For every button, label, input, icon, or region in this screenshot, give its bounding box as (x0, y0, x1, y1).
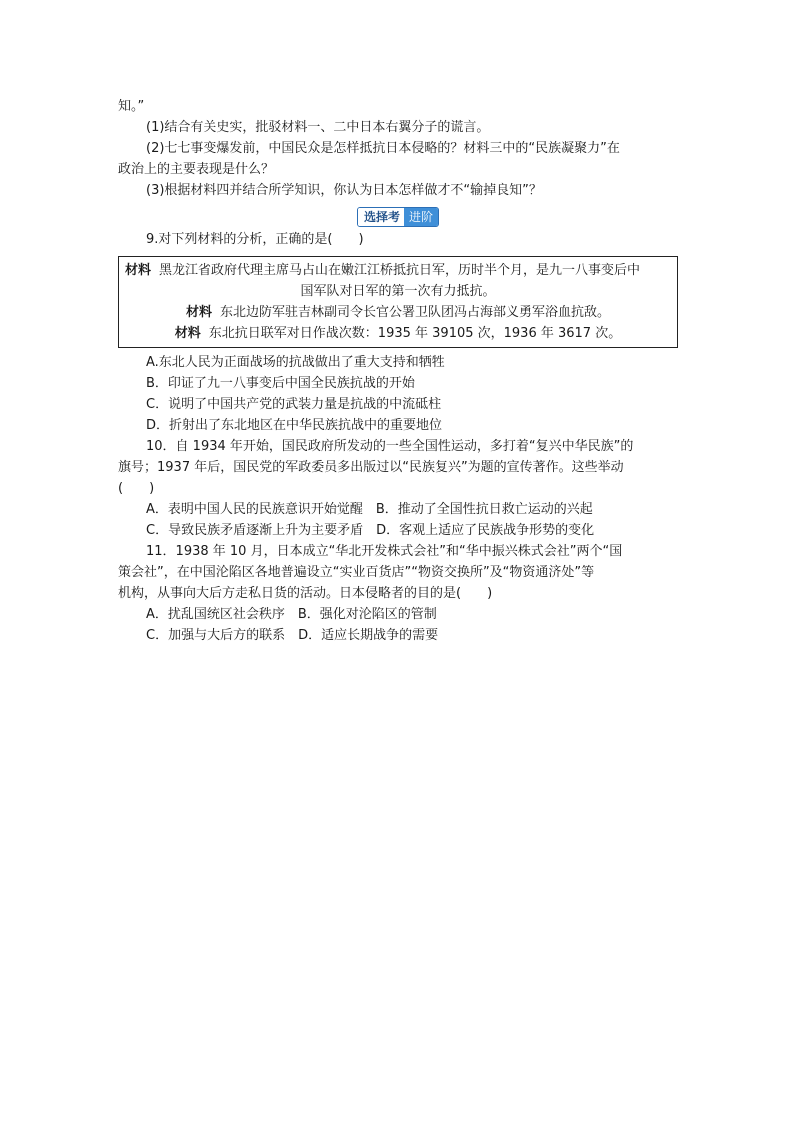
text-line: 知。” (118, 99, 145, 114)
badge-label-left: 选择考 (358, 208, 404, 226)
material-1-line2: 国军队对日军的第一次有力抵抗。 (300, 284, 496, 299)
question-9-option-c: C．说明了中国共产党的武装力量是抗战的中流砥柱 (146, 397, 442, 412)
question-11-stem-line1: 11．1938 年 10 月，日本成立“华北开发株式会社”和“华中振兴株式会社”两个“国 (146, 544, 623, 559)
question-9-stem: 9.对下列材料的分析，正确的是( ) (146, 232, 364, 247)
material-tag: 材料 (125, 263, 152, 278)
material-1-line1 (125, 260, 671, 281)
question-11-stem-line3: 机构，从事向大后方走私日货的活动。日本侵略者的目的是( ) (118, 586, 493, 601)
section-badge (357, 207, 439, 227)
material-2 (125, 302, 671, 323)
material-box (118, 256, 678, 348)
question-10-options-ab: A．表明中国人民的民族意识开始觉醒 B．推动了全国性抗日救亡运动的兴起 (146, 502, 593, 517)
question-2-line1: (2)七七事变爆发前，中国民众是怎样抵抗日本侵略的？材料三中的“民族凝聚力”在 (146, 141, 620, 156)
question-10-stem-line2: 旗号；1937 年后，国民党的军政委员多出版过以“民族复兴”为题的宣传著作。这些举动 (118, 460, 624, 475)
material-tag: 材料 (174, 326, 201, 341)
material-3 (125, 323, 671, 344)
question-10-options-cd: C．导致民族矛盾逐渐上升为主要矛盾 D．客观上适应了民族战争形势的变化 (146, 523, 595, 538)
question-1: (1)结合有关史实，批驳材料一、二中日本右翼分子的谎言。 (146, 120, 490, 135)
question-3: (3)根据材料四并结合所学知识，你认为日本怎样做才不“输掉良知”？ (146, 183, 542, 198)
badge-label-right: 进阶 (404, 208, 438, 226)
question-9-option-b: B．印证了九一八事变后中国全民族抗战的开始 (146, 376, 415, 391)
material-1-text: 黑龙江省政府代理主席马占山在嫩江江桥抵抗日军，历时半个月，是九一八事变后中 (159, 263, 641, 278)
material-3-text: 东北抗日联军对日作战次数：1935 年 39105 次，1936 年 3617 次。 (208, 326, 622, 341)
question-11-options-ab: A．扰乱国统区社会秩序 B．强化对沦陷区的管制 (146, 607, 437, 622)
question-11-options-cd: C．加强与大后方的联系 D．适应长期战争的需要 (146, 628, 439, 643)
question-9-option-a: A.东北人民为正面战场的抗战做出了重大支持和牺牲 (146, 355, 445, 370)
question-9-option-d: D．折射出了东北地区在中华民族抗战中的重要地位 (146, 418, 443, 433)
page-content (118, 96, 678, 646)
section-badge-row (118, 207, 678, 227)
material-tag: 材料 (185, 305, 212, 320)
question-10-stem-line1: 10．自 1934 年开始，国民政府所发动的一些全国性运动，多打着“复兴中华民族”的 (146, 439, 634, 454)
question-2-line2: 政治上的主要表现是什么？ (118, 162, 275, 177)
question-10-stem-line3: ( ) (118, 481, 155, 496)
material-2-text: 东北边防军驻吉林副司令长官公署卫队团冯占海部义勇军浴血抗敌。 (220, 305, 611, 320)
question-11-stem-line2: 策会社”，在中国沦陷区各地普遍设立“实业百货店”“物资交换所”及“物资通济处”等 (118, 565, 595, 580)
